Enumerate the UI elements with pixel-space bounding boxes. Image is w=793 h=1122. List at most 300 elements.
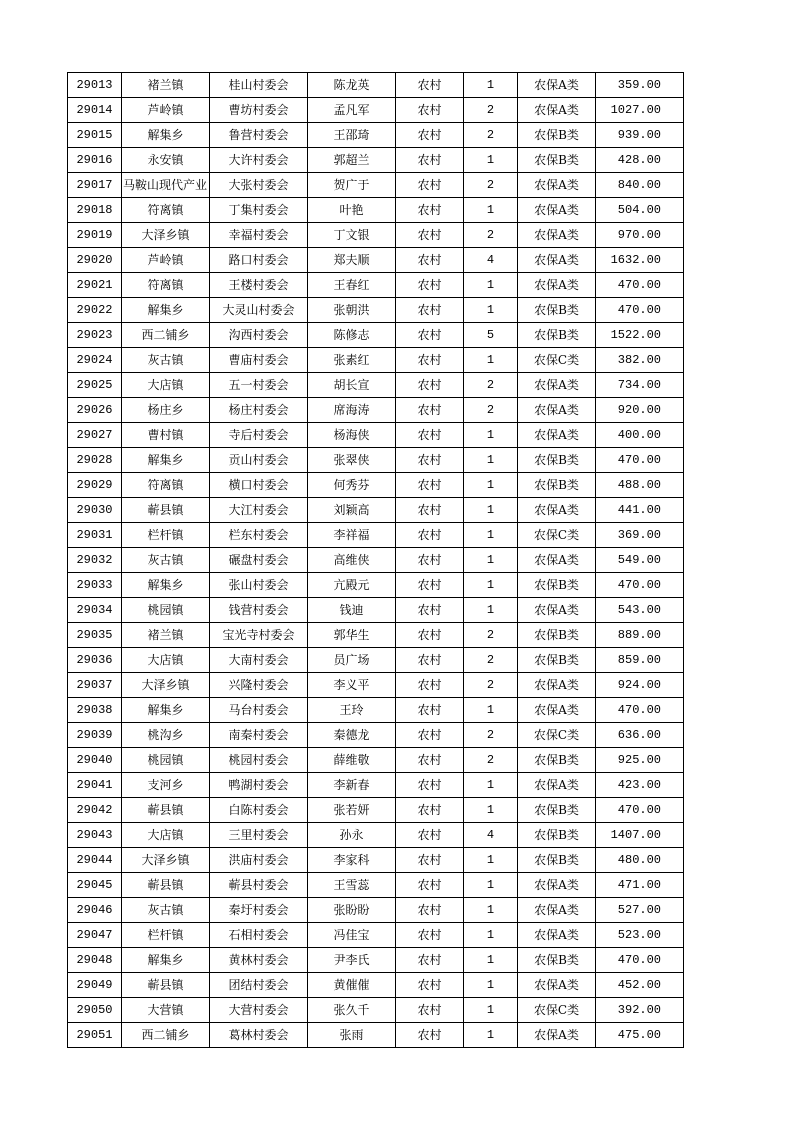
town-cell: 蕲县镇 [122,973,210,998]
insurance-category-cell: 农保A类 [518,173,596,198]
amount-cell: 859.00 [596,648,684,673]
village-cell: 大营村委会 [210,998,308,1023]
insurance-category-cell: 农保B类 [518,298,596,323]
household-count-cell: 4 [464,823,518,848]
record-id: 29021 [68,273,122,298]
person-name-cell: 郭华生 [308,623,396,648]
insurance-category-cell: 农保A类 [518,673,596,698]
record-id: 29044 [68,848,122,873]
village-cell: 曹庙村委会 [210,348,308,373]
amount-cell: 470.00 [596,448,684,473]
person-name-cell: 黄催催 [308,973,396,998]
person-name-cell: 秦德龙 [308,723,396,748]
household-count-cell: 1 [464,298,518,323]
insurance-category-cell: 农保B类 [518,323,596,348]
village-cell: 黄林村委会 [210,948,308,973]
record-id: 29046 [68,898,122,923]
insurance-category-cell: 农保A类 [518,698,596,723]
record-id: 29037 [68,673,122,698]
insurance-category-cell: 农保C类 [518,723,596,748]
person-name-cell: 张朝洪 [308,298,396,323]
household-count-cell: 1 [464,773,518,798]
amount-cell: 471.00 [596,873,684,898]
village-cell: 桂山村委会 [210,73,308,98]
village-cell: 横口村委会 [210,473,308,498]
amount-cell: 924.00 [596,673,684,698]
residence-type-cell: 农村 [396,748,464,773]
amount-cell: 1407.00 [596,823,684,848]
town-cell: 灰古镇 [122,348,210,373]
residence-type-cell: 农村 [396,373,464,398]
amount-cell: 1522.00 [596,323,684,348]
amount-cell: 527.00 [596,898,684,923]
amount-cell: 359.00 [596,73,684,98]
town-cell: 蕲县镇 [122,873,210,898]
spreadsheet-page [67,72,684,1048]
insurance-category-cell: 农保B类 [518,448,596,473]
residence-type-cell: 农村 [396,923,464,948]
household-count-cell: 5 [464,323,518,348]
village-cell: 大江村委会 [210,498,308,523]
amount-cell: 470.00 [596,573,684,598]
person-name-cell: 郭超兰 [308,148,396,173]
person-name-cell: 张盼盼 [308,898,396,923]
village-cell: 白陈村委会 [210,798,308,823]
village-cell: 大张村委会 [210,173,308,198]
record-id: 29030 [68,498,122,523]
amount-cell: 428.00 [596,148,684,173]
village-cell: 宝光寺村委会 [210,623,308,648]
table-row [68,423,684,448]
person-name-cell: 孙永 [308,823,396,848]
person-name-cell: 胡长宣 [308,373,396,398]
town-cell: 杨庄乡 [122,398,210,423]
household-count-cell: 2 [464,123,518,148]
person-name-cell: 尹李氏 [308,948,396,973]
insurance-category-cell: 农保C类 [518,523,596,548]
residence-type-cell: 农村 [396,773,464,798]
residence-type-cell: 农村 [396,948,464,973]
household-count-cell: 2 [464,173,518,198]
amount-cell: 920.00 [596,398,684,423]
insurance-category-cell: 农保A类 [518,223,596,248]
residence-type-cell: 农村 [396,273,464,298]
table-row [68,573,684,598]
residence-type-cell: 农村 [396,648,464,673]
amount-cell: 470.00 [596,948,684,973]
household-count-cell: 2 [464,673,518,698]
record-id: 29047 [68,923,122,948]
residence-type-cell: 农村 [396,298,464,323]
household-count-cell: 1 [464,73,518,98]
amount-cell: 1632.00 [596,248,684,273]
town-cell: 蕲县镇 [122,498,210,523]
record-id: 29048 [68,948,122,973]
table-row [68,898,684,923]
town-cell: 大店镇 [122,648,210,673]
insurance-category-cell: 农保A类 [518,898,596,923]
household-count-cell: 2 [464,648,518,673]
record-id: 29042 [68,798,122,823]
insurance-category-cell: 农保A类 [518,598,596,623]
residence-type-cell: 农村 [396,448,464,473]
insurance-category-cell: 农保A类 [518,873,596,898]
amount-cell: 369.00 [596,523,684,548]
table-row [68,148,684,173]
insurance-category-cell: 农保B类 [518,948,596,973]
person-name-cell: 刘颖高 [308,498,396,523]
town-cell: 大店镇 [122,823,210,848]
person-name-cell: 王邵琦 [308,123,396,148]
amount-cell: 452.00 [596,973,684,998]
amount-cell: 840.00 [596,173,684,198]
household-count-cell: 1 [464,798,518,823]
insurance-category-cell: 农保A类 [518,73,596,98]
person-name-cell: 亢殿元 [308,573,396,598]
table-row [68,648,684,673]
table-row [68,473,684,498]
table-row [68,623,684,648]
table-row [68,798,684,823]
village-cell: 大南村委会 [210,648,308,673]
person-name-cell: 张久千 [308,998,396,1023]
insurance-category-cell: 农保B类 [518,748,596,773]
residence-type-cell: 农村 [396,223,464,248]
record-id: 29020 [68,248,122,273]
residence-type-cell: 农村 [396,598,464,623]
amount-cell: 1027.00 [596,98,684,123]
town-cell: 永安镇 [122,148,210,173]
household-count-cell: 2 [464,748,518,773]
household-count-cell: 1 [464,548,518,573]
town-cell: 灰古镇 [122,548,210,573]
person-name-cell: 王玲 [308,698,396,723]
household-count-cell: 1 [464,873,518,898]
table-row [68,948,684,973]
household-count-cell: 2 [464,373,518,398]
town-cell: 西二铺乡 [122,323,210,348]
household-count-cell: 1 [464,148,518,173]
person-name-cell: 丁文银 [308,223,396,248]
residence-type-cell: 农村 [396,548,464,573]
person-name-cell: 张雨 [308,1023,396,1048]
table-row [68,498,684,523]
village-cell: 蕲县村委会 [210,873,308,898]
household-count-cell: 1 [464,898,518,923]
person-name-cell: 张若妍 [308,798,396,823]
town-cell: 芦岭镇 [122,248,210,273]
residence-type-cell: 农村 [396,973,464,998]
table-row [68,198,684,223]
person-name-cell: 薛维敬 [308,748,396,773]
amount-cell: 636.00 [596,723,684,748]
village-cell: 杨庄村委会 [210,398,308,423]
insurance-category-cell: 农保B类 [518,148,596,173]
town-cell: 栏杆镇 [122,923,210,948]
town-cell: 符离镇 [122,473,210,498]
insurance-category-cell: 农保B类 [518,823,596,848]
residence-type-cell: 农村 [396,848,464,873]
village-cell: 团结村委会 [210,973,308,998]
record-id: 29045 [68,873,122,898]
record-id: 29039 [68,723,122,748]
record-id: 29051 [68,1023,122,1048]
residence-type-cell: 农村 [396,1023,464,1048]
residence-type-cell: 农村 [396,898,464,923]
household-count-cell: 2 [464,98,518,123]
town-cell: 大营镇 [122,998,210,1023]
village-cell: 钱营村委会 [210,598,308,623]
village-cell: 石相村委会 [210,923,308,948]
village-cell: 路口村委会 [210,248,308,273]
table-row [68,823,684,848]
table-row [68,73,684,98]
household-count-cell: 2 [464,723,518,748]
person-name-cell: 王春红 [308,273,396,298]
village-cell: 王楼村委会 [210,273,308,298]
record-id: 29024 [68,348,122,373]
town-cell: 解集乡 [122,573,210,598]
person-name-cell: 张翠侠 [308,448,396,473]
residence-type-cell: 农村 [396,798,464,823]
residence-type-cell: 农村 [396,348,464,373]
household-count-cell: 1 [464,973,518,998]
record-id: 29022 [68,298,122,323]
village-cell: 曹坊村委会 [210,98,308,123]
person-name-cell: 陈龙英 [308,73,396,98]
town-cell: 芦岭镇 [122,98,210,123]
town-cell: 蕲县镇 [122,798,210,823]
person-name-cell: 席海涛 [308,398,396,423]
household-count-cell: 1 [464,348,518,373]
amount-cell: 734.00 [596,373,684,398]
amount-cell: 470.00 [596,273,684,298]
household-count-cell: 1 [464,573,518,598]
household-count-cell: 1 [464,448,518,473]
insurance-category-cell: 农保A类 [518,373,596,398]
amount-cell: 423.00 [596,773,684,798]
residence-type-cell: 农村 [396,573,464,598]
table-row [68,598,684,623]
village-cell: 三里村委会 [210,823,308,848]
record-id: 29049 [68,973,122,998]
insurance-category-cell: 农保A类 [518,248,596,273]
household-count-cell: 1 [464,848,518,873]
residence-type-cell: 农村 [396,623,464,648]
insurance-category-cell: 农保A类 [518,548,596,573]
household-count-cell: 1 [464,473,518,498]
town-cell: 解集乡 [122,448,210,473]
insurance-category-cell: 农保A类 [518,498,596,523]
insurance-category-cell: 农保B类 [518,123,596,148]
town-cell: 大泽乡镇 [122,673,210,698]
record-id: 29026 [68,398,122,423]
record-id: 29036 [68,648,122,673]
village-cell: 丁集村委会 [210,198,308,223]
table-row [68,848,684,873]
insurance-category-cell: 农保B类 [518,848,596,873]
insurance-category-cell: 农保B类 [518,573,596,598]
insurance-category-cell: 农保A类 [518,773,596,798]
village-cell: 桃园村委会 [210,748,308,773]
record-id: 29038 [68,698,122,723]
table-row [68,698,684,723]
insurance-category-cell: 农保C类 [518,998,596,1023]
amount-cell: 475.00 [596,1023,684,1048]
residence-type-cell: 农村 [396,98,464,123]
village-cell: 南秦村委会 [210,723,308,748]
table-row [68,923,684,948]
record-id: 29040 [68,748,122,773]
town-cell: 大泽乡镇 [122,223,210,248]
village-cell: 寺后村委会 [210,423,308,448]
table-row [68,273,684,298]
village-cell: 贡山村委会 [210,448,308,473]
residence-type-cell: 农村 [396,673,464,698]
record-id: 29041 [68,773,122,798]
household-count-cell: 1 [464,273,518,298]
insurance-category-cell: 农保A类 [518,423,596,448]
person-name-cell: 李义平 [308,673,396,698]
table-row [68,998,684,1023]
table-row [68,348,684,373]
amount-cell: 470.00 [596,798,684,823]
record-id: 29014 [68,98,122,123]
record-id: 29033 [68,573,122,598]
village-cell: 鸭湖村委会 [210,773,308,798]
person-name-cell: 李新春 [308,773,396,798]
village-cell: 大灵山村委会 [210,298,308,323]
amount-cell: 970.00 [596,223,684,248]
insurance-category-cell: 农保A类 [518,1023,596,1048]
village-cell: 秦圩村委会 [210,898,308,923]
record-id: 29019 [68,223,122,248]
record-id: 29034 [68,598,122,623]
town-cell: 灰古镇 [122,898,210,923]
town-cell: 大泽乡镇 [122,848,210,873]
record-id: 29032 [68,548,122,573]
town-cell: 符离镇 [122,273,210,298]
table-row [68,723,684,748]
insurance-category-cell: 农保A类 [518,398,596,423]
village-cell: 洪庙村委会 [210,848,308,873]
record-id: 29035 [68,623,122,648]
table-row [68,398,684,423]
amount-cell: 441.00 [596,498,684,523]
person-name-cell: 李祥福 [308,523,396,548]
household-count-cell: 2 [464,623,518,648]
town-cell: 曹村镇 [122,423,210,448]
table-row [68,548,684,573]
table-row [68,673,684,698]
person-name-cell: 高维侠 [308,548,396,573]
town-cell: 解集乡 [122,298,210,323]
record-id: 29027 [68,423,122,448]
record-id: 29018 [68,198,122,223]
table-row [68,323,684,348]
insurance-category-cell: 农保C类 [518,348,596,373]
insurance-category-cell: 农保A类 [518,973,596,998]
household-count-cell: 1 [464,923,518,948]
person-name-cell: 孟凡军 [308,98,396,123]
residence-type-cell: 农村 [396,698,464,723]
amount-cell: 488.00 [596,473,684,498]
residence-type-cell: 农村 [396,998,464,1023]
residence-type-cell: 农村 [396,248,464,273]
residence-type-cell: 农村 [396,523,464,548]
town-cell: 马鞍山现代产业 [122,173,210,198]
residence-type-cell: 农村 [396,73,464,98]
table-row [68,448,684,473]
household-count-cell: 2 [464,223,518,248]
insurance-category-cell: 农保A类 [518,273,596,298]
residence-type-cell: 农村 [396,423,464,448]
person-name-cell: 王雪蕊 [308,873,396,898]
table-row [68,248,684,273]
table-row [68,973,684,998]
amount-cell: 889.00 [596,623,684,648]
data-table [67,72,684,1048]
residence-type-cell: 农村 [396,873,464,898]
table-row [68,773,684,798]
town-cell: 解集乡 [122,123,210,148]
insurance-category-cell: 农保B类 [518,648,596,673]
amount-cell: 470.00 [596,298,684,323]
table-row [68,173,684,198]
town-cell: 符离镇 [122,198,210,223]
person-name-cell: 张素红 [308,348,396,373]
household-count-cell: 1 [464,598,518,623]
record-id: 29028 [68,448,122,473]
person-name-cell: 郑夫顺 [308,248,396,273]
person-name-cell: 贺广于 [308,173,396,198]
person-name-cell: 李家科 [308,848,396,873]
insurance-category-cell: 农保A类 [518,923,596,948]
record-id: 29050 [68,998,122,1023]
amount-cell: 549.00 [596,548,684,573]
village-cell: 鲁营村委会 [210,123,308,148]
household-count-cell: 1 [464,1023,518,1048]
residence-type-cell: 农村 [396,723,464,748]
household-count-cell: 1 [464,498,518,523]
residence-type-cell: 农村 [396,498,464,523]
insurance-category-cell: 农保B类 [518,798,596,823]
amount-cell: 470.00 [596,698,684,723]
table-row [68,523,684,548]
amount-cell: 480.00 [596,848,684,873]
household-count-cell: 4 [464,248,518,273]
residence-type-cell: 农村 [396,323,464,348]
town-cell: 桃园镇 [122,748,210,773]
person-name-cell: 员广场 [308,648,396,673]
amount-cell: 925.00 [596,748,684,773]
record-id: 29025 [68,373,122,398]
table-row [68,223,684,248]
village-cell: 碾盘村委会 [210,548,308,573]
village-cell: 栏东村委会 [210,523,308,548]
town-cell: 西二铺乡 [122,1023,210,1048]
table-row [68,98,684,123]
person-name-cell: 冯佳宝 [308,923,396,948]
table-body [68,73,684,1048]
record-id: 29023 [68,323,122,348]
household-count-cell: 1 [464,948,518,973]
residence-type-cell: 农村 [396,473,464,498]
household-count-cell: 1 [464,423,518,448]
record-id: 29013 [68,73,122,98]
household-count-cell: 1 [464,698,518,723]
record-id: 29016 [68,148,122,173]
